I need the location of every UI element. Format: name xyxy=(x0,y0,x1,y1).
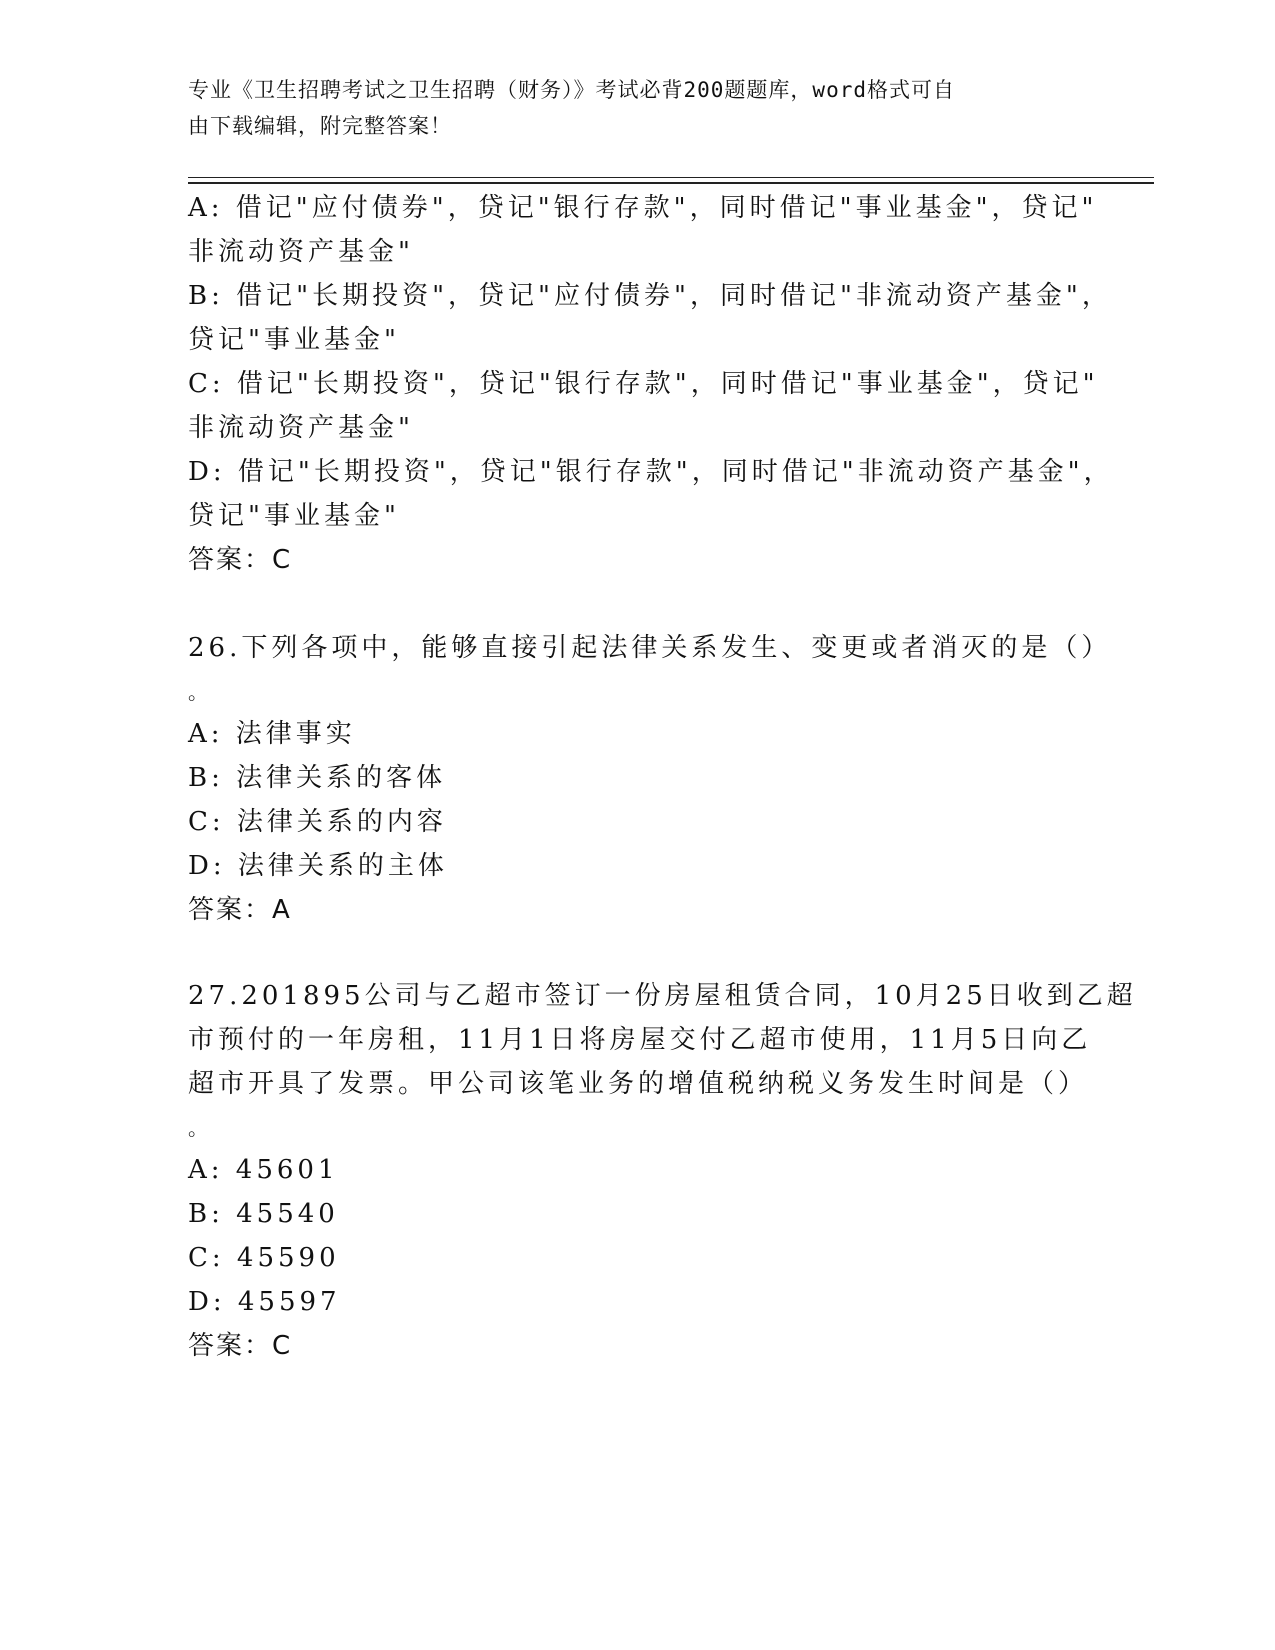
q25-option-d-line-1: D: 借记"长期投资"，贷记"银行存款"，同时借记"非流动资产基金"， xyxy=(188,457,1114,487)
q27-question-line-3: 超市开具了发票。甲公司该笔业务的增值税纳税义务发生时间是（） xyxy=(188,1069,1089,1099)
q25-option-d-line-2: 贷记"事业基金" xyxy=(188,501,400,531)
q25-option-c-line-1: C: 借记"长期投资"，贷记"银行存款"，同时借记"事业基金"，贷记" xyxy=(188,369,1099,399)
header-divider-thick xyxy=(188,182,1154,184)
q25-option-a-line-1: A: 借记"应付债券"，贷记"银行存款"，同时借记"事业基金"，贷记" xyxy=(188,193,1098,223)
header-title-line-1: 专业《卫生招聘考试之卫生招聘（财务）》考试必背200题题库，word格式可自 xyxy=(188,78,955,102)
q26-answer: 答案：A xyxy=(188,895,292,925)
q25-option-b-line-1: B: 借记"长期投资"，贷记"应付债券"，同时借记"非流动资产基金"， xyxy=(188,281,1112,311)
q27-question-line-2: 市预付的一年房租，11月1日将房屋交付乙超市使用，11月5日向乙 xyxy=(188,1025,1092,1055)
header-divider-thin xyxy=(188,177,1154,178)
q25-option-c-line-2: 非流动资产基金" xyxy=(188,413,414,443)
q27-option-c: C: 45590 xyxy=(188,1243,340,1273)
q25-option-b-line-2: 贷记"事业基金" xyxy=(188,325,400,355)
q27-option-d: D: 45597 xyxy=(188,1287,341,1317)
q27-question-line-4: 。 xyxy=(188,1116,212,1140)
q26-question-line-1: 26.下列各项中，能够直接引起法律关系发生、变更或者消灭的是（） xyxy=(188,633,1112,663)
q26-option-a: A: 法律事实 xyxy=(188,719,356,749)
q27-answer: 答案：C xyxy=(188,1331,293,1361)
q27-option-a: A: 45601 xyxy=(188,1155,339,1185)
q27-option-b: B: 45540 xyxy=(188,1199,339,1229)
q27-question-line-1: 27.201895公司与乙超市签订一份房屋租赁合同，10月25日收到乙超 xyxy=(188,981,1137,1011)
q25-answer: 答案：C xyxy=(188,545,293,575)
q25-option-a-line-2: 非流动资产基金" xyxy=(188,237,414,267)
q26-option-b: B: 法律关系的客体 xyxy=(188,763,447,793)
q26-question-line-2: 。 xyxy=(188,680,212,704)
header-title-line-2: 由下载编辑，附完整答案！ xyxy=(188,114,452,138)
q26-option-d: D: 法律关系的主体 xyxy=(188,851,448,881)
document-header xyxy=(188,72,1068,144)
q26-option-c: C: 法律关系的内容 xyxy=(188,807,447,837)
